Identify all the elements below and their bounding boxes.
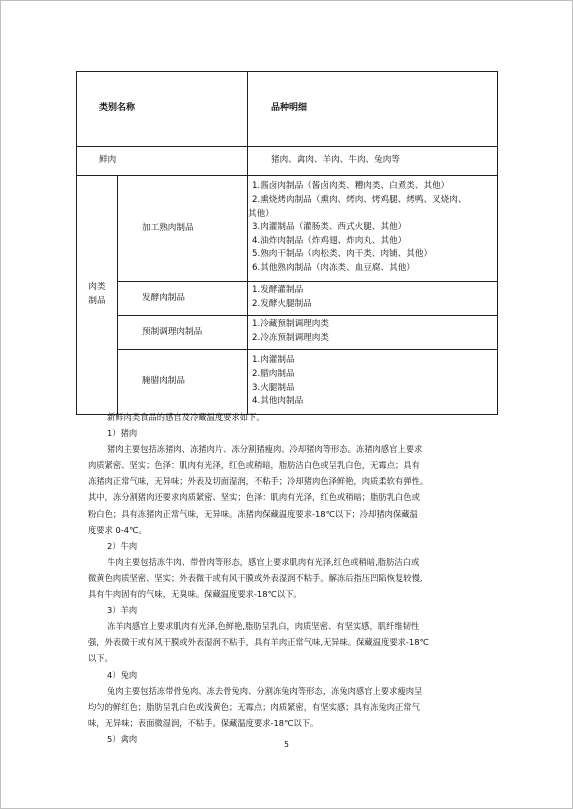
item-line: 1.酱卤肉制品（酱卤肉类、糟肉类、白煮类、其他）	[252, 181, 450, 192]
paragraph-line: 具有牛肉固有的气味，无臭味。保藏温度要求-18℃以下。	[88, 589, 302, 600]
item-line: 3.肉灌制品（灌肠类、西式火腿、其他）	[252, 222, 407, 233]
table-row	[77, 316, 498, 350]
subcategory-name: 发酵肉制品	[118, 282, 248, 316]
body-text	[88, 409, 498, 747]
section-heading: 2）牛肉	[107, 540, 138, 551]
header-variety-detail: 品种明细	[248, 72, 498, 147]
paragraph-line: 度要求 0-4℃。	[88, 524, 147, 535]
paragraph-line: 味，无异味；表面微湿润，不粘手。保藏温度要求-18℃以下。	[88, 717, 319, 728]
paragraph-line: 强，外表微干或有风干膜或外表湿润不粘手，具有羊肉正常气味,无异味。保藏温度要求-18℃	[88, 637, 429, 648]
item-line: 2.腊肉制品	[252, 368, 295, 379]
table-row	[77, 176, 498, 282]
subcategory-name: 加工熟肉制品	[118, 176, 248, 282]
paragraph-line: 其中，冻分割猪肉还要求肉质紧密、坚实；色泽：肌肉有光泽，红色或稍暗；脂肪乳白色或	[88, 492, 420, 503]
subcategory-name: 预制调理肉制品	[118, 316, 248, 350]
group-label-line: 肉类	[88, 282, 106, 293]
subcategory-items	[248, 282, 498, 316]
section-heading: 4）兔肉	[107, 669, 138, 680]
item-line: 2.熏烧烤肉制品（熏肉、烤肉、烤鸡腿、烤鸭、叉烧肉、	[252, 195, 467, 206]
subcategory-items	[248, 350, 498, 415]
header-category-name: 类别名称	[77, 72, 248, 147]
subcategory-name: 腌腊肉制品	[118, 350, 248, 415]
item-line: 1.发酵灌制品	[252, 285, 304, 296]
table-row	[77, 350, 498, 415]
table-row	[77, 282, 498, 316]
paragraph-line: 微黄色肉质坚密、坚实；外表微干或有风干膜或外表湿润不粘手。解冻后指压凹陷恢复较慢,	[88, 572, 423, 583]
paragraph-line: 冻羊肉感官上要求肌肉有光泽,色鲜艳,脂肪呈乳白，肉质坚密、有坚实感，肌纤维韧性	[107, 621, 420, 632]
section-heading: 1）猪肉	[107, 428, 138, 439]
item-line: 4.其他肉制品	[252, 396, 304, 407]
page-number: 5	[284, 740, 289, 749]
item-line: 5.熟肉干制品（肉松类、肉干类、肉铺、其他）	[252, 249, 433, 260]
table-header-row	[77, 72, 498, 147]
item-line: 2.冷冻预制调理肉类	[252, 333, 329, 343]
category-table	[76, 71, 498, 415]
paragraph-line: 肉质紧密、坚实；色泽：肌肉有光泽，红色或稍暗，脂肪洁白色或呈乳白色，无霉点；具有	[88, 460, 420, 471]
item-line: 1.冷藏预制调理肉类	[252, 319, 329, 330]
fresh-meat-category: 鲜肉	[77, 147, 248, 176]
item-line: 2.发酵火腿制品	[252, 299, 312, 309]
intro-paragraph: 新鲜肉类食品的感官及冷藏温度要求如下。	[107, 412, 265, 422]
group-label	[77, 176, 118, 415]
section-heading: 3）羊肉	[107, 605, 138, 616]
subcategory-items	[248, 176, 498, 282]
paragraph-line: 以下。	[88, 653, 113, 664]
section-heading: 5）禽肉	[107, 733, 138, 744]
fresh-meat-detail: 猪肉、禽肉、羊肉、牛肉、兔肉等	[248, 147, 498, 176]
table-row	[77, 147, 498, 176]
item-line: 3.火腿制品	[252, 382, 295, 393]
group-label-line: 制品	[88, 296, 106, 306]
paragraph-line: 粉白色；具有冻猪肉正常气味，无异味。冻猪肉保藏温度要求-18℃以下；冷却猪肉保藏温	[88, 508, 418, 519]
paragraph-line: 均匀的鲜红色；脂肪呈乳白色或浅黄色；无霉点；肉质紧密，有坚实感；具有冻兔肉正常气	[88, 701, 420, 712]
paragraph-line: 牛肉主要包括冻牛肉、带骨肉等形态，感官上要求肌肉有光泽,红色或稍暗,脂肪洁白或	[107, 556, 420, 567]
paragraph-line: 兔肉主要包括冻带骨兔肉、冻去骨兔肉、分割冻兔肉等形态，冻兔肉感官上要求瘦肉呈	[107, 685, 423, 696]
item-line: 4.油炸肉制品（炸鸡翅、炸肉丸、其他）	[252, 235, 407, 246]
item-line: 6.其他熟肉制品（肉冻类、血豆腐、其他）	[252, 262, 415, 273]
paragraph-line: 冻猪肉正常气味，无异味；外表及切面湿润，不粘手；冷却猪肉色泽鲜艳，肉质柔软有弹性。	[88, 476, 429, 487]
subcategory-items	[248, 316, 498, 350]
paragraph-line: 猪肉主要包括冻猪肉、冻猪肉片、冻分割猪瘦肉、冷却猪肉等形态。冻猪肉感官上要求	[107, 444, 423, 455]
item-line: 1.肉灌制品	[252, 355, 295, 366]
item-line: 其他）	[248, 208, 274, 219]
